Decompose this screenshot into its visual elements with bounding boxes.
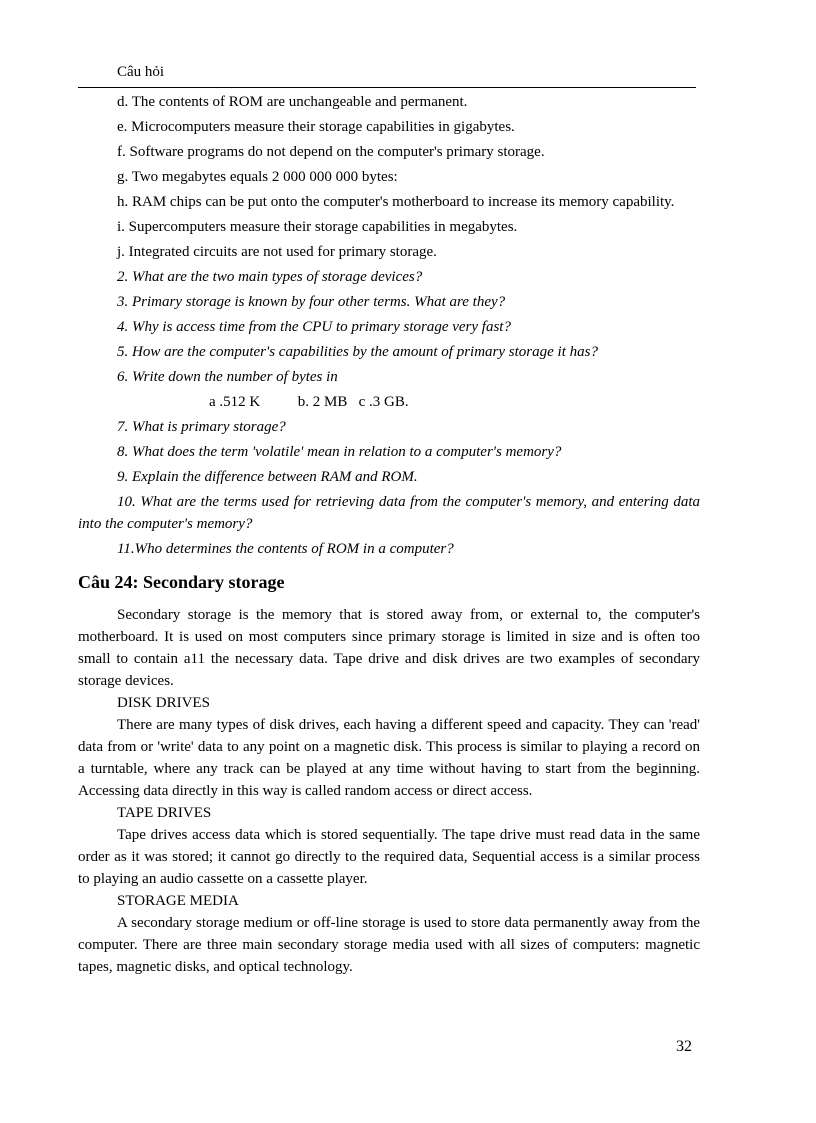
disk-drives-title: DISK DRIVES: [117, 695, 210, 711]
header-divider: [78, 87, 696, 88]
question-6-sizes: a .512 K b. 2 MB c .3 GB.: [209, 394, 409, 410]
question-7: 7. What is primary storage?: [117, 419, 286, 435]
question-3: 3. Primary storage is known by four other terms. What are they?: [117, 294, 506, 310]
statement-g: g. Two megabytes equals 2 000 000 000 bytes:: [117, 169, 398, 185]
statement-e: e. Microcomputers measure their storage capabilities in gigabytes.: [117, 119, 515, 135]
question-2: 2. What are the two main types of storage devices?: [117, 269, 423, 285]
question-6: 6. Write down the number of bytes in: [117, 369, 338, 385]
question-8: 8. What does the term 'volatile' mean in relation to a computer's memory?: [117, 444, 562, 460]
statement-j: j. Integrated circuits are not used for primary storage.: [117, 244, 437, 260]
tape-drives-title: TAPE DRIVES: [117, 805, 212, 821]
page-header-title: Câu hỏi: [117, 64, 165, 80]
statement-d: d. The contents of ROM are unchangeable and permanent.: [117, 94, 468, 110]
questions-block: [78, 90, 700, 562]
question-5: 5. How are the computer's capabilities by the amount of primary storage it has?: [117, 344, 598, 360]
disk-drives-paragraph: There are many types of disk drives, each having a different speed and capacity. They can 'read' data from or 'write' data to any point on a magnetic disk. This process is similar to playing a record on a turntable, where any track can be played at any time without having to start from the beginning. Accessing data directly in this way is called random access or direct access.: [78, 717, 700, 799]
question-4: 4. Why is access time from the CPU to primary storage very fast?: [117, 319, 511, 335]
page-number: 32: [676, 1038, 692, 1055]
intro-paragraph: Secondary storage is the memory that is stored away from, or external to, the computer's motherboard. It is used on most computers since primary storage is limited in size and is often too small to contain a11 the necessary data. Tape drive and disk drives are two examples of secondary storage devices.: [78, 607, 700, 689]
section-heading: Câu 24: Secondary storage: [78, 572, 285, 592]
statement-f: f. Software programs do not depend on the computer's primary storage.: [117, 144, 545, 160]
question-11: 11.Who determines the contents of ROM in a computer?: [117, 541, 454, 557]
storage-media-title: STORAGE MEDIA: [117, 893, 239, 909]
section-body: [78, 604, 700, 978]
tape-drives-paragraph: Tape drives access data which is stored sequentially. The tape drive must read data in the same order as it was stored; it cannot go directly to the required data, Sequential access is a similar process to playing an audio cassette on a cassette player.: [78, 827, 700, 887]
statement-h: h. RAM chips can be put onto the computer's motherboard to increase its memory capability.: [117, 194, 675, 210]
question-9: 9. Explain the difference between RAM and ROM.: [117, 469, 418, 485]
question-10: 10. What are the terms used for retrieving data from the computer's memory, and entering data into the computer's memory?: [78, 494, 700, 532]
statement-i: i. Supercomputers measure their storage capabilities in megabytes.: [117, 219, 518, 235]
storage-media-paragraph: A secondary storage medium or off-line storage is used to store data permanently away from the computer. There are three main secondary storage media used with all sizes of computers: magnetic tapes, magnetic disks, and optical technology.: [78, 915, 700, 975]
